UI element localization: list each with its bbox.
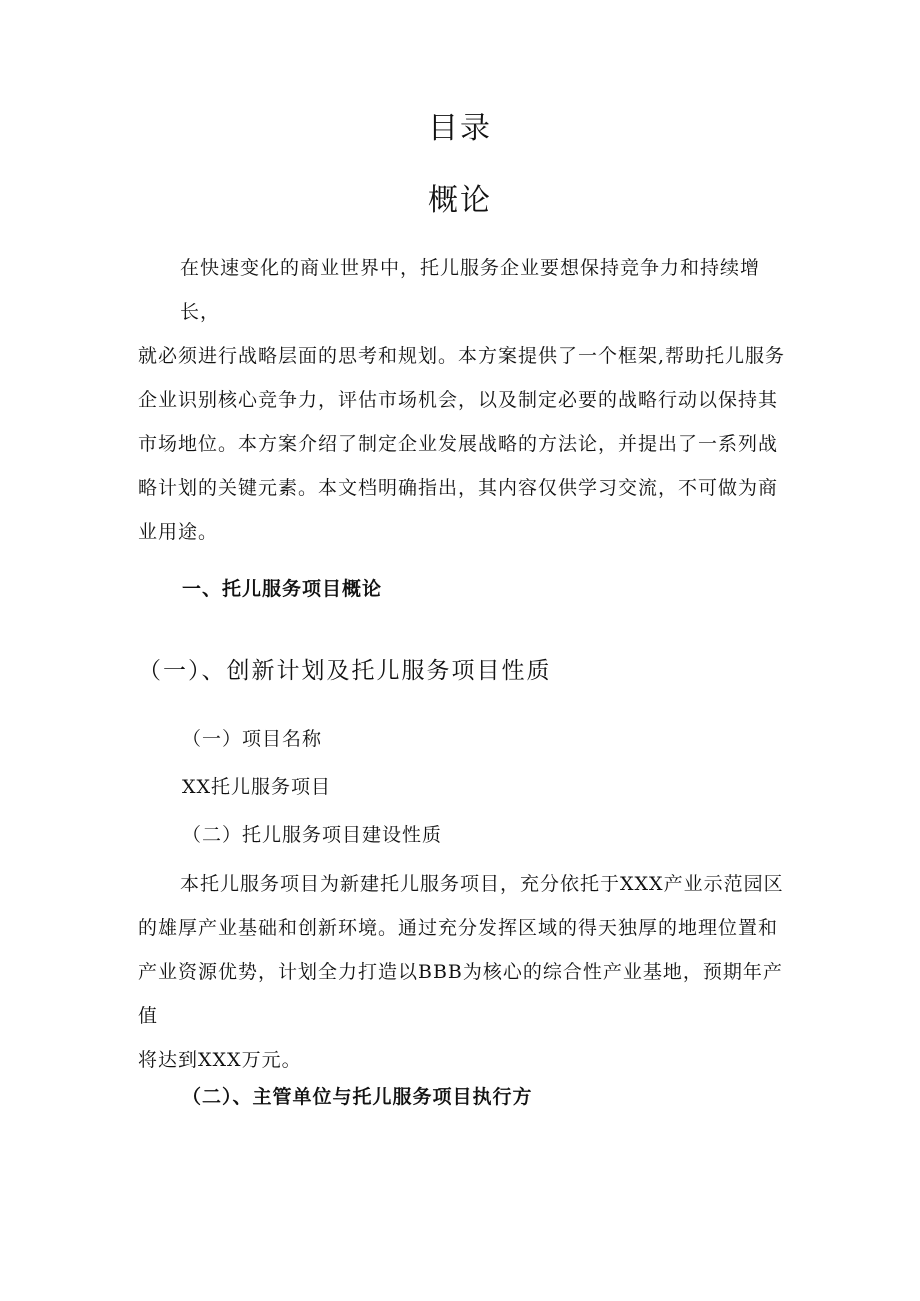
section-heading: 一、托儿服务项目概论 [182,578,383,600]
intro-line: 业用途。 [138,521,219,543]
intro-line: 市场地位。本方案介绍了制定企业发展战略的方法论，并提出了一系列战 [138,433,779,455]
item-heading-project-name: （一）项目名称 [182,728,323,750]
nature-line: 的雄厚产业基础和创新环境。通过充分发挥区域的得天独厚的地理位置和 [138,917,779,939]
intro-line: 在快速变化的商业世界中，托儿服务企业要想保持竞争力和持续增长， [180,257,761,323]
item-heading-project-nature: （二）托儿服务项目建设性质 [182,824,443,846]
toc-title: 目录 [428,111,492,146]
subsection-heading-2: （二）、主管单位与托儿服务项目执行方 [182,1086,533,1108]
project-name-value: XX托儿服务项目 [182,776,332,798]
subsection-heading: （一）、创新计划及托儿服务项目性质 [138,658,552,684]
intro-line: 企业识别核心竞争力，评估市场机会，以及制定必要的战略行动以保持其 [138,389,779,411]
nature-line: 将达到XXX万元。 [138,1049,302,1071]
intro-line: 略计划的关键元素。本文档明确指出，其内容仅供学习交流，不可做为商 [138,477,779,499]
intro-line: 就必须进行战略层面的思考和规划。本方案提供了一个框架,帮助托儿服务 [138,345,786,367]
intro-paragraph [138,246,788,554]
nature-paragraph [138,862,788,1082]
overview-title: 概论 [428,183,492,218]
nature-line: 本托儿服务项目为新建托儿服务项目，充分依托于XXX产业示范园区 [180,873,784,895]
nature-line: 产业资源优势，计划全力打造以BBB为核心的综合性产业基地，预期年产值 [138,961,783,1027]
